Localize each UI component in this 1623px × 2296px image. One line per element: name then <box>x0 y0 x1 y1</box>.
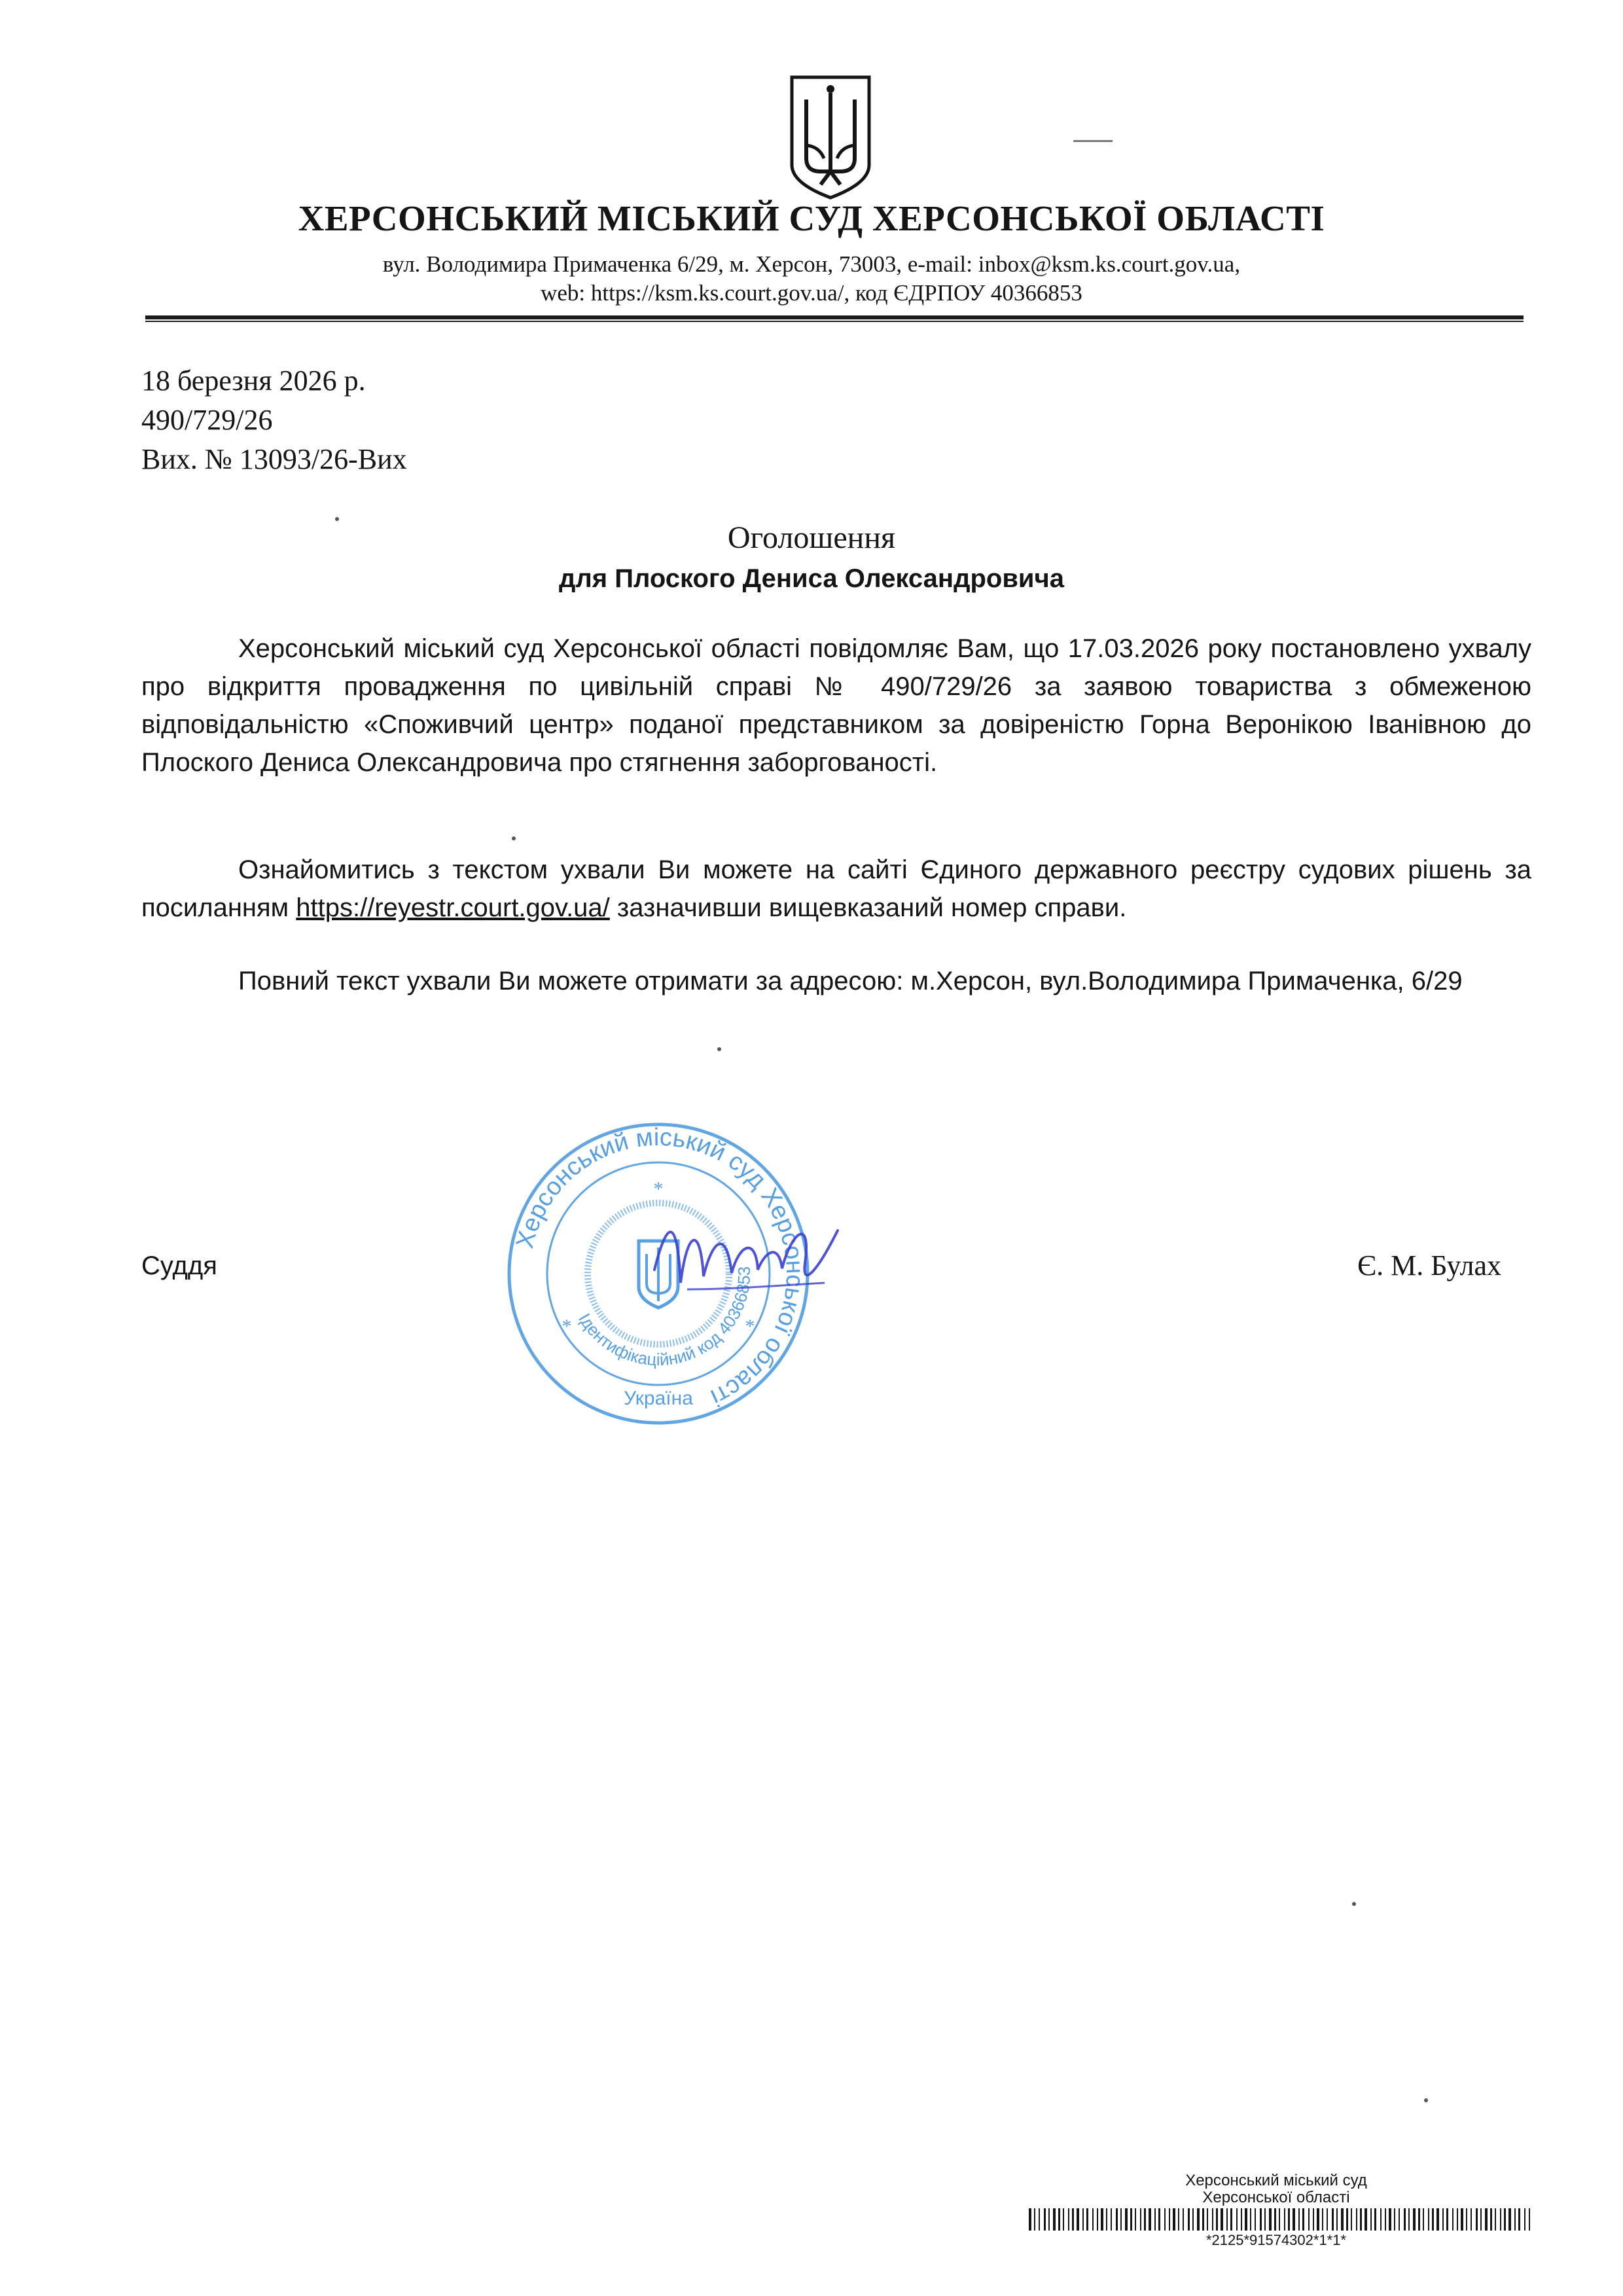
barcode <box>1029 2208 1531 2231</box>
barcode-bar <box>1380 2208 1382 2231</box>
barcode-bar <box>1140 2208 1141 2231</box>
barcode-bar <box>1360 2208 1362 2231</box>
barcode-bar <box>1241 2208 1242 2231</box>
svg-text:*: * <box>653 1178 664 1200</box>
barcode-bar <box>1192 2208 1194 2231</box>
barcode-bar <box>1471 2208 1472 2231</box>
paragraph-registry-text: Ознайомитись з текстом ухвали Ви можете на сайті Єдиного державного реєстру судових рішень за посиланням <box>141 855 1531 922</box>
barcode-bar <box>1408 2208 1410 2231</box>
barcode-bar <box>1053 2208 1056 2231</box>
barcode-bar <box>1457 2208 1458 2231</box>
barcode-bar <box>1221 2208 1223 2231</box>
barcode-bar <box>1130 2208 1132 2231</box>
announcement-title: Оголошення <box>727 520 896 555</box>
header-rule-thin <box>145 321 1524 322</box>
barcode-bar <box>1188 2208 1190 2231</box>
barcode-text: *2125*91574302*1*1* <box>1205 2232 1347 2248</box>
barcode-bar <box>1495 2208 1496 2231</box>
barcode-bar <box>1529 2208 1530 2231</box>
paragraph-address <box>141 962 1531 1000</box>
barcode-bar <box>1508 2208 1511 2231</box>
barcode-bar <box>1230 2208 1232 2231</box>
stamp-inner-text: Ідентифікаційний код 40366853 <box>575 1266 755 1370</box>
judge-signature <box>641 1191 857 1322</box>
scan-mark <box>1073 140 1113 142</box>
barcode-bar <box>1048 2208 1050 2231</box>
barcode-bar <box>1485 2208 1488 2231</box>
barcode-bar <box>1063 2208 1064 2231</box>
barcode-bar <box>1284 2208 1285 2231</box>
footer-line-2: Херсонської області <box>1202 2189 1350 2206</box>
barcode-bar <box>1111 2208 1112 2231</box>
barcode-bar <box>1436 2208 1439 2231</box>
svg-text:*: * <box>745 1316 755 1337</box>
scan-speck <box>717 1047 721 1051</box>
barcode-bar <box>1298 2208 1300 2231</box>
barcode-bar <box>1125 2208 1128 2231</box>
case-number: 490/729/26 <box>141 404 273 436</box>
paragraph-registry <box>141 851 1531 927</box>
barcode-bar <box>1202 2208 1204 2231</box>
court-name: ХЕРСОНСЬКИЙ МІСЬКИЙ СУД ХЕРСОНСЬКОЇ ОБЛАСТІ <box>298 198 1325 238</box>
barcode-bar <box>1461 2208 1463 2231</box>
barcode-bar <box>1308 2208 1310 2231</box>
barcode-bar <box>1490 2208 1492 2231</box>
barcode-bar <box>1092 2208 1094 2231</box>
barcode-bar <box>1327 2208 1328 2231</box>
barcode-bar <box>1260 2208 1262 2231</box>
barcode-bar <box>1058 2208 1060 2231</box>
document-date: 18 березня 2026 р. <box>141 365 366 397</box>
barcode-bar <box>1404 2208 1406 2231</box>
court-web: web: https://ksm.ks.court.gov.ua/, код ЄДРПОУ 40366853 <box>541 280 1082 306</box>
svg-text:*: * <box>562 1316 572 1337</box>
barcode-bar <box>1524 2208 1525 2231</box>
paragraph-notice <box>141 630 1531 781</box>
barcode-bar <box>1317 2208 1319 2231</box>
barcode-bar <box>1082 2208 1084 2231</box>
barcode-bar <box>1364 2208 1367 2231</box>
barcode-bar <box>1500 2208 1501 2231</box>
footer-line-1: Херсонський міський суд <box>1185 2172 1367 2189</box>
barcode-bar <box>1518 2208 1520 2231</box>
barcode-bar <box>1423 2208 1424 2231</box>
barcode-bar <box>1332 2208 1334 2231</box>
barcode-bar <box>1144 2208 1146 2231</box>
scan-speck <box>512 836 516 840</box>
barcode-bar <box>1164 2208 1166 2231</box>
barcode-bar <box>1442 2208 1444 2231</box>
barcode-bar <box>1034 2208 1035 2231</box>
barcode-bar <box>1504 2208 1506 2231</box>
judge-name: Є. М. Булах <box>1357 1249 1501 1282</box>
barcode-bar <box>1394 2208 1395 2231</box>
barcode-bar <box>1385 2208 1386 2231</box>
stamp-bottom-text: Україна <box>624 1388 693 1409</box>
paragraph-registry-tail: зазначивши вищевказаний номер справи. <box>609 893 1127 922</box>
barcode-bar <box>1158 2208 1160 2231</box>
barcode-bar <box>1029 2208 1031 2231</box>
paragraph-address-text: Повний текст ухвали Ви можете отримати за адресою: м.Херсон, вул.Володимира Примаченка, 6/29 <box>238 967 1463 996</box>
barcode-bar <box>1341 2208 1344 2231</box>
barcode-bar <box>1336 2208 1338 2231</box>
barcode-bar <box>1101 2208 1103 2231</box>
barcode-bar <box>1374 2208 1376 2231</box>
barcode-bar <box>1370 2208 1372 2231</box>
barcode-bar <box>1044 2208 1046 2231</box>
barcode-bar <box>1077 2208 1079 2231</box>
barcode-bar <box>1293 2208 1295 2231</box>
registry-link[interactable]: https://reyestr.court.gov.ua/ <box>296 893 610 922</box>
barcode-bar <box>1120 2208 1122 2231</box>
scan-speck <box>335 517 339 521</box>
barcode-bar <box>1428 2208 1429 2231</box>
barcode-bar <box>1178 2208 1179 2231</box>
barcode-bar <box>1279 2208 1280 2231</box>
barcode-bar <box>1255 2208 1256 2231</box>
judge-position: Суддя <box>141 1251 217 1280</box>
barcode-bar <box>1413 2208 1416 2231</box>
barcode-bar <box>1106 2208 1107 2231</box>
coat-of-arms-icon <box>788 73 873 202</box>
barcode-bar <box>1313 2208 1314 2231</box>
header-rule-thick <box>145 315 1524 319</box>
court-address: вул. Володимира Примаченка 6/29, м. Херсон, 73003, e-mail: inbox@ksm.ks.court.gov.ua, <box>382 251 1241 277</box>
barcode-bar <box>1226 2208 1228 2231</box>
barcode-bar <box>1466 2208 1467 2231</box>
paragraph-notice-text: Херсонський міський суд Херсонської області повідомляє Вам, що 17.03.2026 року постановлено ухвалу про відкриття провадження по цивільній справі № 490/729/26 за заявою товариства з обмеженою відповідальністю «Споживчий центр» поданої представником за довіреністю Горна Веронікою Іванівною до Плоского Дениса Олександровича про стягнення заборгованості. <box>141 634 1531 777</box>
barcode-bar <box>1288 2208 1290 2231</box>
barcode-bar <box>1169 2208 1170 2231</box>
barcode-bar <box>1452 2208 1454 2231</box>
barcode-bar <box>1250 2208 1251 2231</box>
barcode-bar <box>1086 2208 1088 2231</box>
scan-speck <box>1352 1902 1356 1906</box>
barcode-bar <box>1197 2208 1200 2231</box>
barcode-bar <box>1116 2208 1118 2231</box>
barcode-bar <box>1245 2208 1247 2231</box>
barcode-bar <box>1264 2208 1266 2231</box>
barcode-bar <box>1346 2208 1348 2231</box>
barcode-bar <box>1135 2208 1136 2231</box>
barcode-bar <box>1269 2208 1272 2231</box>
barcode-bar <box>1351 2208 1352 2231</box>
barcode-bar <box>1322 2208 1323 2231</box>
barcode-bar <box>1173 2208 1175 2231</box>
scan-speck <box>1424 2098 1428 2102</box>
barcode-bar <box>1207 2208 1208 2231</box>
barcode-bar <box>1097 2208 1098 2231</box>
barcode-bar <box>1418 2208 1420 2231</box>
barcode-bar <box>1446 2208 1448 2231</box>
barcode-bar <box>1480 2208 1482 2231</box>
barcode-bar <box>1514 2208 1516 2231</box>
barcode-bar <box>1072 2208 1074 2231</box>
barcode-bar <box>1389 2208 1391 2231</box>
barcode-bar <box>1039 2208 1040 2231</box>
barcode-bar <box>1154 2208 1156 2231</box>
barcode-bar <box>1399 2208 1400 2231</box>
barcode-bar <box>1302 2208 1304 2231</box>
barcode-bar <box>1149 2208 1151 2231</box>
stamp-outer-text: Херсонський міський суд Херсонської області <box>511 1123 809 1412</box>
outgoing-number: Вих. № 13093/26-Вих <box>141 443 407 475</box>
barcode-bar <box>1068 2208 1069 2231</box>
barcode-bar <box>1356 2208 1357 2231</box>
barcode-bar <box>1432 2208 1434 2231</box>
announcement-subtitle: для Плоского Дениса Олександровича <box>559 564 1064 593</box>
barcode-bar <box>1236 2208 1238 2231</box>
barcode-bar <box>1183 2208 1184 2231</box>
barcode-bar <box>1212 2208 1213 2231</box>
barcode-bar <box>1476 2208 1478 2231</box>
barcode-bar <box>1274 2208 1276 2231</box>
barcode-bar <box>1216 2208 1218 2231</box>
